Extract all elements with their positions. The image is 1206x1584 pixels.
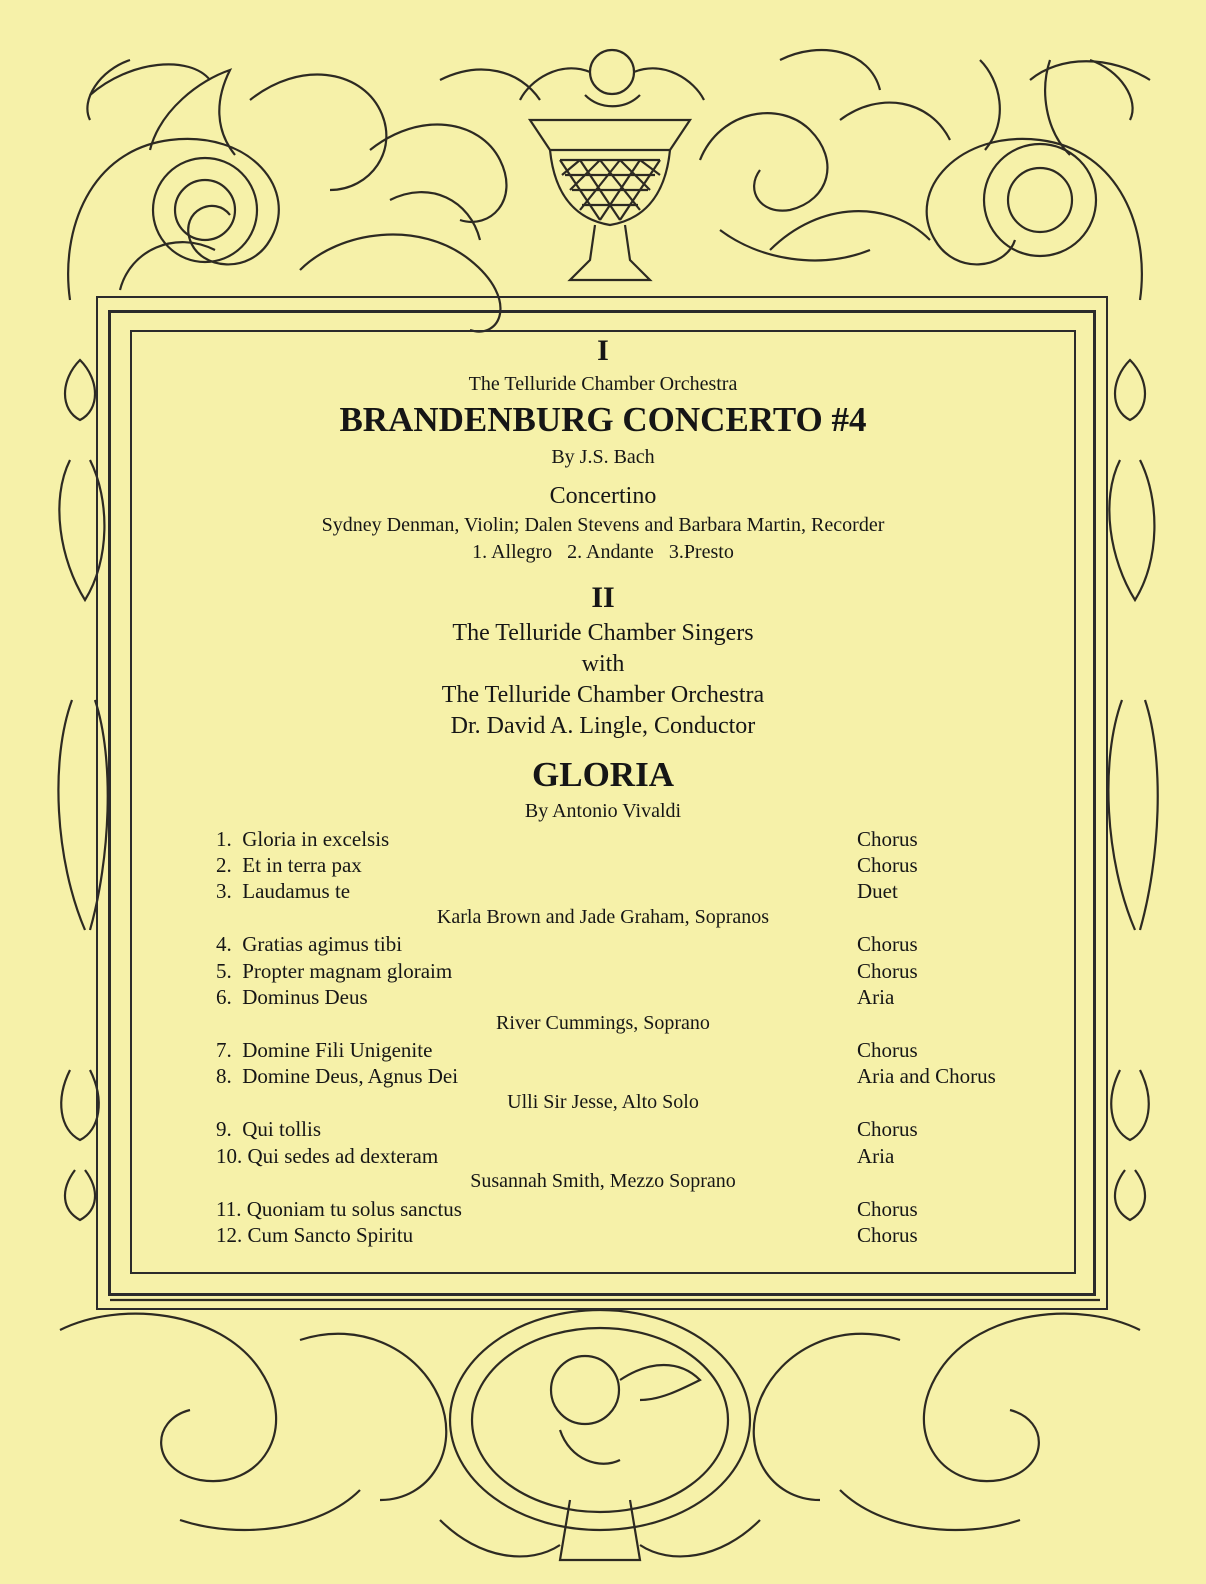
section-two-line1: The Telluride Chamber Singers: [452, 620, 754, 646]
program-soloist-note: Ulli Sir Jesse, Alto Solo: [507, 1091, 699, 1113]
program-item-type: Chorus: [857, 1038, 918, 1062]
program-item-type: Chorus: [857, 932, 918, 956]
program-item-type: Aria: [857, 985, 895, 1009]
program-soloist-note: Susannah Smith, Mezzo Soprano: [470, 1170, 736, 1192]
program-item-title: 9. Qui tollis: [216, 1117, 322, 1141]
section-one-composer: By J.S. Bach: [551, 446, 655, 468]
program-soloist-note: Karla Brown and Jade Graham, Sopranos: [436, 906, 770, 928]
section-two-line3: The Telluride Chamber Orchestra: [441, 682, 765, 708]
program-item-type: Chorus: [857, 1223, 918, 1247]
program-item-title: 11. Quoniam tu solus sanctus: [216, 1197, 462, 1221]
top-scroll-ornament: [68, 50, 1150, 332]
program-item-title: 12. Cum Sancto Spiritu: [216, 1223, 414, 1247]
program-item-title: 5. Propter magnam gloraim: [216, 959, 453, 983]
section-two-numeral: II: [591, 581, 615, 614]
program-item-type: Duet: [857, 879, 898, 903]
program-item-title: 8. Domine Deus, Agnus Dei: [216, 1064, 459, 1088]
section-one-soloists: Sydney Denman, Violin; Dalen Stevens and Barbara Martin, Recorder: [321, 514, 885, 536]
program-item-title: 3. Laudamus te: [216, 879, 351, 903]
section-two-line2: with: [581, 651, 625, 677]
program-soloist-note: River Cummings, Soprano: [496, 1012, 710, 1034]
program-item-type: Chorus: [857, 1117, 918, 1141]
program-item-title: 6. Dominus Deus: [216, 985, 368, 1009]
section-two-title: GLORIA: [532, 755, 674, 794]
program-item-type: Chorus: [857, 827, 918, 851]
bottom-cherub-ornament: [60, 1300, 1140, 1560]
program-item-title: 2. Et in terra pax: [216, 853, 362, 877]
section-two-composer: By Antonio Vivaldi: [524, 800, 682, 822]
section-one-numeral: I: [597, 334, 609, 367]
section-one-heading: Concertino: [549, 483, 657, 509]
program-content: [132, 332, 1074, 1272]
program-item-title: 7. Domine Fili Unigenite: [216, 1038, 433, 1062]
section-two-line4: Dr. David A. Lingle, Conductor: [450, 713, 756, 739]
section-one-title: BRANDENBURG CONCERTO #4: [339, 400, 867, 439]
program-item-title: 10. Qui sedes ad dexteram: [216, 1144, 439, 1168]
program-item-type: Chorus: [857, 853, 918, 877]
program-item-type: Chorus: [857, 959, 918, 983]
program-item-type: Aria: [857, 1144, 895, 1168]
program-item-type: Aria and Chorus: [857, 1064, 996, 1088]
section-one-movements: 1. Allegro 2. Andante 3.Presto: [472, 541, 734, 563]
section-one-ensemble: The Telluride Chamber Orchestra: [468, 373, 738, 395]
program-item-title: 1. Gloria in excelsis: [216, 827, 390, 851]
program-item-type: Chorus: [857, 1197, 918, 1221]
program-item-title: 4. Gratias agimus tibi: [216, 932, 403, 956]
